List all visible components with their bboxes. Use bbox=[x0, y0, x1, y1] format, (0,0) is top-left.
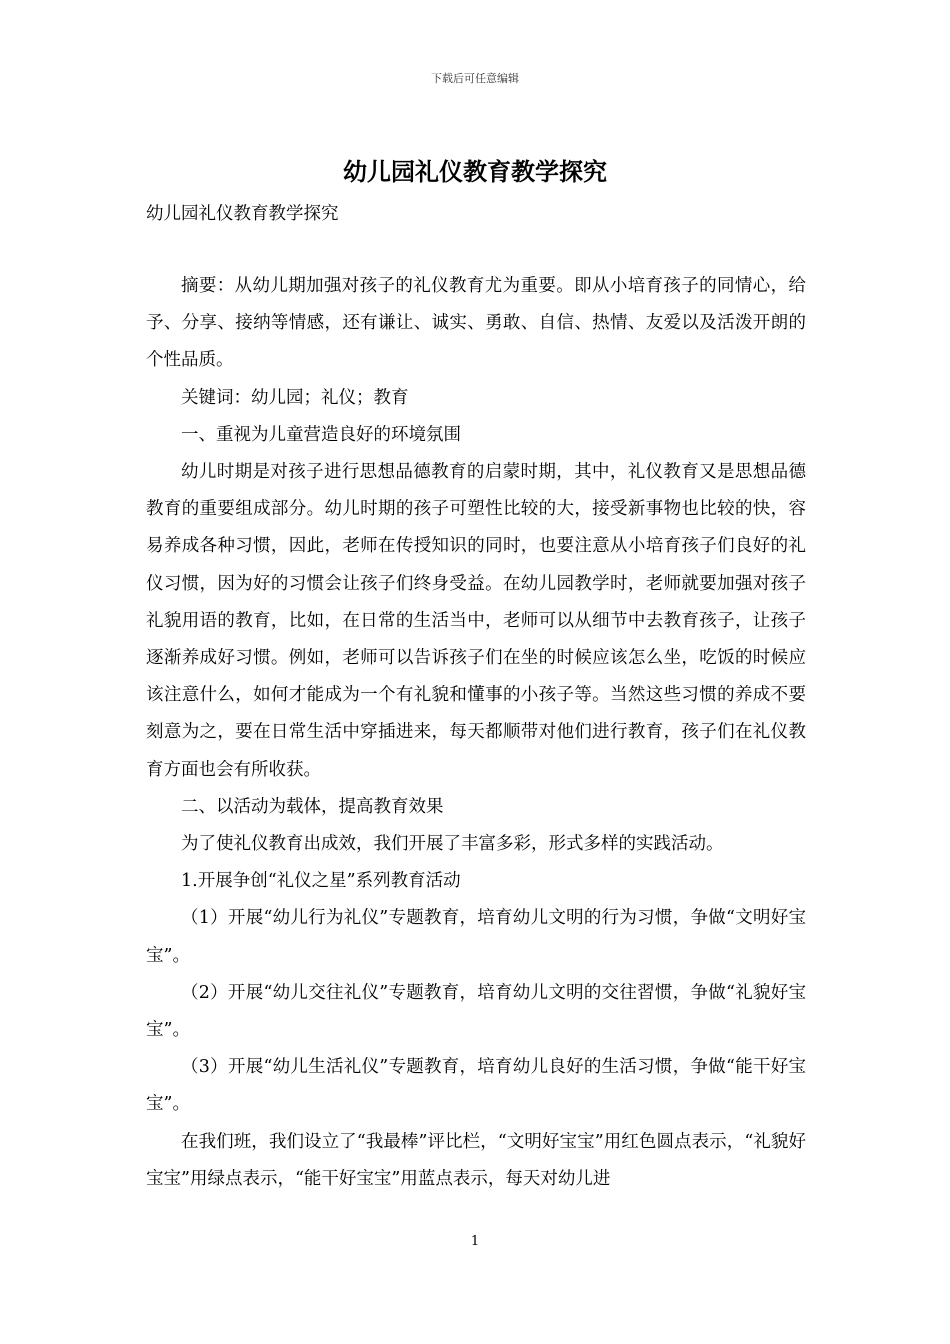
keywords-paragraph: 关键词：幼儿园；礼仪；教育 bbox=[181, 387, 409, 408]
list-item: （1）开展“幼儿行为礼仪”专题教育，培育幼儿文明的行为习惯，争做“文明好宝宝”。 bbox=[146, 908, 806, 966]
body-paragraph: 幼儿时期是对孩子进行思想品德教育的启蒙时期，其中，礼仪教育又是思想品德教育的重要组成部分。幼儿时期的孩子可塑性比较的大，接受新事物也比较的快，容易养成各种习惯，因此，老师在传授知识的同时，也要注意从小培育孩子们良好的礼仪习惯，因为好的习惯会让孩子们终身受益。在幼儿园教学时，老师就要加强对孩子礼貌用语的教育，比如，在日常的生活当中，老师可以从细节中去教育孩子，让孩子逐渐养成好习惯。例如，老师可以告诉孩子们在坐的时候应该怎么坐，吃饭的时候应该注意什么，如何才能成为一个有礼貌和懂事的小孩子等。当然这些习惯的养成不要刻意为之，要在日常生活中穿插进来，每天都顺带对他们进行教育，孩子们在礼仪教育方面也会有所收获。 bbox=[146, 462, 806, 780]
section-heading-1: 一、重视为儿童营造良好的环境氛围 bbox=[181, 424, 461, 445]
section-heading-2: 二、以活动为载体，提高教育效果 bbox=[181, 796, 444, 817]
document-subtitle: 幼儿园礼仪教育教学探究 bbox=[146, 204, 339, 224]
subsection-heading: 1.开展争创“礼仪之星”系列教育活动 bbox=[181, 871, 461, 892]
header-note: 下载后可任意编辑 bbox=[431, 72, 519, 85]
page-number: 1 bbox=[470, 1234, 480, 1249]
list-item: （3）开展“幼儿生活礼仪”专题教育，培育幼儿良好的生活习惯，争做“能干好宝宝”。 bbox=[146, 1057, 806, 1115]
document-title: 幼儿园礼仪教育教学探究 bbox=[343, 158, 607, 186]
abstract-paragraph: 摘要：从幼儿期加强对孩子的礼仪教育尤为重要。即从小培育孩子的同情心，给予、分享、接纳等情感，还有谦让、诚实、勇敢、自信、热情、友爱以及活泼开朗的个性品质。 bbox=[146, 276, 806, 371]
body-paragraph: 为了使礼仪教育出成效，我们开展了丰富多彩，形式多样的实践活动。 bbox=[181, 834, 724, 855]
document-body bbox=[146, 268, 806, 1198]
body-paragraph: 在我们班，我们设立了“我最棒”评比栏，“文明好宝宝”用红色圆点表示，“礼貌好宝宝”用绿点表示，“能干好宝宝”用蓝点表示，每天对幼儿进 bbox=[146, 1131, 806, 1189]
list-item: （2）开展“幼儿交往礼仪”专题教育，培育幼儿文明的交往習惯，争做“礼貌好宝宝”。 bbox=[146, 982, 806, 1041]
